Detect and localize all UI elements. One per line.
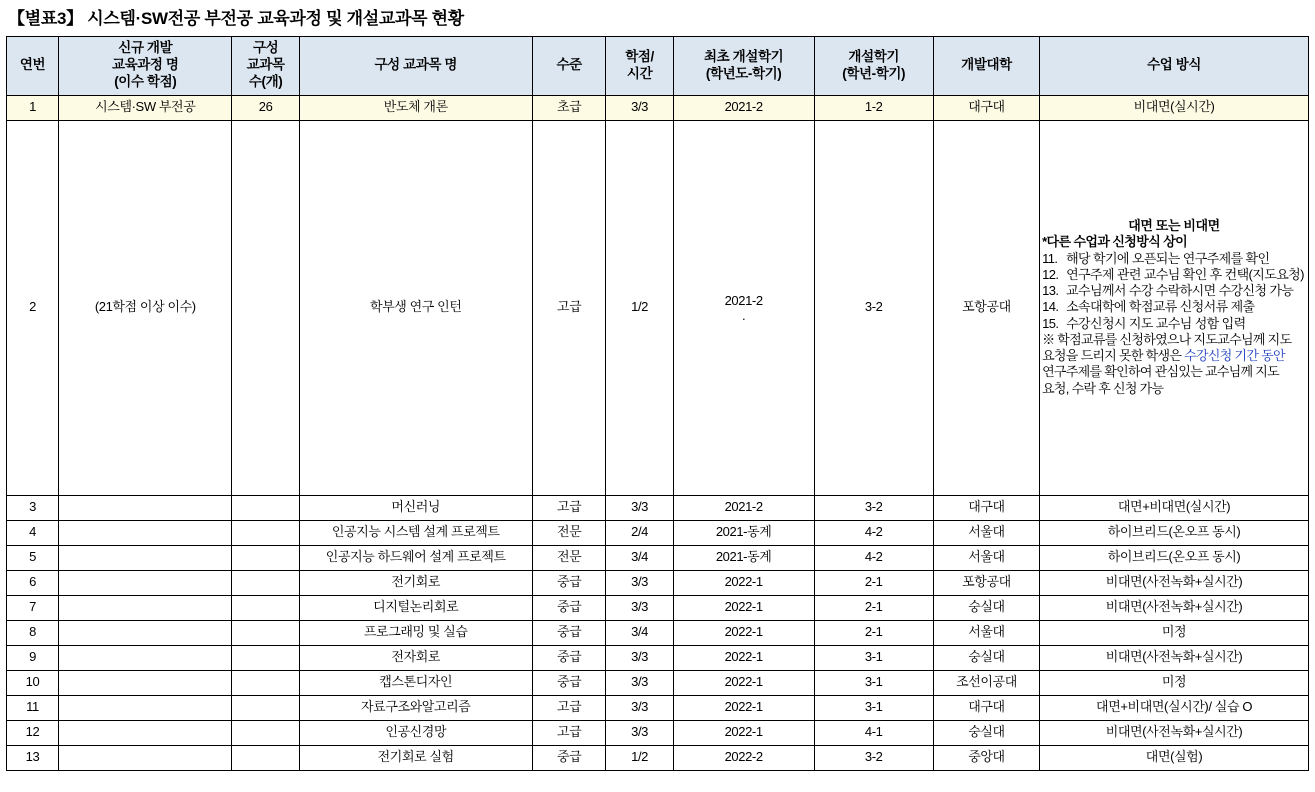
step-number: 11.	[1042, 250, 1058, 266]
table-row	[7, 695, 1309, 720]
column-header-first-semester	[673, 36, 814, 95]
cell-subject: 인공신경망	[299, 720, 532, 745]
step-text: 연구주제 관련 교수님 확인 후 컨택(지도요청)	[1066, 266, 1304, 282]
cell-course-count-empty	[232, 670, 299, 695]
cell-program-empty	[59, 620, 232, 645]
cell-university: 서울대	[933, 545, 1039, 570]
cell-subject: 인공지능 시스템 설계 프로젝트	[299, 520, 532, 545]
cell-credit: 3/3	[606, 695, 673, 720]
cell-program-empty	[59, 745, 232, 770]
cell-course-count-empty	[232, 545, 299, 570]
cell-university: 숭실대	[933, 645, 1039, 670]
list-item	[1042, 267, 1306, 283]
cell-program-credit-note: (21학점 이상 이수)	[59, 120, 232, 495]
cell-program-empty	[59, 595, 232, 620]
cell-program-empty	[59, 570, 232, 595]
cell-first-semester: 2022-1	[673, 570, 814, 595]
cell-method: 대면(실험)	[1040, 745, 1309, 770]
cell-subject: 전기회로	[299, 570, 532, 595]
cell-first-semester: 2022-1	[673, 645, 814, 670]
table-row	[7, 95, 1309, 120]
cell-credit: 3/4	[606, 545, 673, 570]
cell-subject: 전기회로 실험	[299, 745, 532, 770]
cell-subject: 학부생 연구 인턴	[299, 120, 532, 495]
cell-credit: 3/3	[606, 645, 673, 670]
list-item	[1042, 251, 1306, 267]
cell-subject: 디지털논리회로	[299, 595, 532, 620]
page-title: 【별표3】 시스템·SW전공 부전공 교육과정 및 개설교과목 현황	[8, 9, 464, 28]
cell-method: 대면+비대면(실시간)/ 실습 O	[1040, 695, 1309, 720]
dot-mark: .	[742, 308, 746, 324]
cell-credit: 3/3	[606, 595, 673, 620]
cell-no: 1	[7, 95, 59, 120]
cell-course-count-empty	[232, 745, 299, 770]
cell-level: 고급	[532, 120, 606, 495]
cell-level: 중급	[532, 645, 606, 670]
column-header-open-line2: (학년-학기)	[842, 65, 906, 81]
cell-level: 고급	[532, 495, 606, 520]
cell-subject: 자료구조와알고리즘	[299, 695, 532, 720]
cell-university: 대구대	[933, 695, 1039, 720]
cell-subject: 머신러닝	[299, 495, 532, 520]
column-header-count-line3: 수(개)	[248, 73, 283, 89]
cell-program-empty	[59, 520, 232, 545]
cell-program-empty	[59, 720, 232, 745]
cell-method: 하이브리드(온오프 동시)	[1040, 520, 1309, 545]
cell-program-empty	[59, 545, 232, 570]
cell-subject: 프로그래밍 및 실습	[299, 620, 532, 645]
cell-method: 미정	[1040, 620, 1309, 645]
column-header-count-line2: 교과목	[246, 57, 285, 73]
table-row	[7, 545, 1309, 570]
cell-level: 중급	[532, 670, 606, 695]
cell-program-empty	[59, 645, 232, 670]
method-footer-prefix: ※ 학점교류를 신청하였으나 지도교수님께 지도 요청을 드리지 못한 학생은	[1042, 331, 1292, 364]
cell-open-semester: 1-2	[814, 95, 933, 120]
cell-course-count-empty	[232, 120, 299, 495]
cell-open-semester: 3-2	[814, 495, 933, 520]
cell-open-semester: 4-1	[814, 720, 933, 745]
method-title: 대면 또는 비대면	[1128, 218, 1220, 234]
cell-first-semester: 2022-1	[673, 695, 814, 720]
cell-first-semester: 2021-2	[673, 495, 814, 520]
cell-program-name: 시스템·SW 부전공	[59, 95, 232, 120]
cell-first-semester: 2022-2	[673, 745, 814, 770]
cell-university: 포항공대	[933, 570, 1039, 595]
method-note: *다른 수업과 신청방식 상이	[1042, 234, 1188, 250]
cell-first-semester: 2021-동계	[673, 545, 814, 570]
cell-method: 비대면(사전녹화+실시간)	[1040, 645, 1309, 670]
table-row	[7, 645, 1309, 670]
step-text: 해당 학기에 오픈되는 연구주제를 확인	[1066, 250, 1270, 266]
cell-course-count-empty	[232, 595, 299, 620]
cell-open-semester: 3-1	[814, 670, 933, 695]
method-footer	[1042, 332, 1306, 397]
column-header-open-semester	[814, 36, 933, 95]
table-row	[7, 120, 1309, 495]
column-header-first-line1: 최초 개설학기	[704, 48, 784, 64]
cell-credit: 1/2	[606, 745, 673, 770]
column-header-open-line1: 개설학기	[848, 48, 899, 64]
column-header-first-line2: (학년도-학기)	[705, 65, 782, 81]
table-header	[7, 36, 1309, 95]
cell-subject: 반도체 개론	[299, 95, 532, 120]
column-header-program-line2: 교육과정 명	[111, 57, 179, 73]
column-header-credit	[606, 36, 673, 95]
column-header-program-line3: (이수 학점)	[114, 73, 177, 89]
cell-first-semester-value: 2021-2	[724, 292, 763, 308]
cell-course-count-empty	[232, 520, 299, 545]
cell-open-semester: 3-1	[814, 695, 933, 720]
cell-level: 고급	[532, 720, 606, 745]
cell-university: 조선이공대	[933, 670, 1039, 695]
column-header-method: 수업 방식	[1040, 36, 1309, 95]
cell-no: 5	[7, 545, 59, 570]
table-row	[7, 745, 1309, 770]
cell-credit: 3/4	[606, 620, 673, 645]
column-header-program-line1: 신규 개발	[118, 40, 173, 56]
cell-university: 중앙대	[933, 745, 1039, 770]
cell-level: 중급	[532, 570, 606, 595]
step-text: 소속대학에 학점교류 신청서류 제출	[1066, 299, 1255, 315]
column-header-credit-line2: 시간	[626, 65, 653, 81]
cell-method: 비대면(사전녹화+실시간)	[1040, 570, 1309, 595]
cell-level: 초급	[532, 95, 606, 120]
cell-first-semester: 2021-동계	[673, 520, 814, 545]
cell-no: 9	[7, 645, 59, 670]
cell-program-empty	[59, 670, 232, 695]
cell-method: 하이브리드(온오프 동시)	[1040, 545, 1309, 570]
column-header-count-line1: 구성	[252, 40, 279, 56]
method-footer-suffix: 연구주제를 확인하여 관심있는 교수님께 지도 요청, 수락 후 신청 가능	[1042, 364, 1280, 396]
cell-level: 중급	[532, 745, 606, 770]
cell-method-detailed	[1040, 120, 1309, 495]
cell-program-empty	[59, 495, 232, 520]
cell-no: 12	[7, 720, 59, 745]
column-header-program	[59, 36, 232, 95]
cell-no: 4	[7, 520, 59, 545]
method-step-list	[1042, 251, 1306, 332]
cell-university: 포항공대	[933, 120, 1039, 495]
cell-university: 숭실대	[933, 595, 1039, 620]
column-header-subject: 구성 교과목 명	[299, 36, 532, 95]
cell-course-count-empty	[232, 720, 299, 745]
table-row	[7, 495, 1309, 520]
list-item	[1042, 316, 1306, 332]
step-number: 12.	[1042, 266, 1059, 282]
table-row	[7, 670, 1309, 695]
cell-open-semester: 2-1	[814, 620, 933, 645]
cell-first-semester: 2021-2	[673, 95, 814, 120]
cell-open-semester: 4-2	[814, 520, 933, 545]
list-item	[1042, 299, 1306, 315]
column-header-level: 수준	[532, 36, 606, 95]
cell-university: 서울대	[933, 620, 1039, 645]
table-row	[7, 620, 1309, 645]
cell-level: 중급	[532, 620, 606, 645]
cell-method: 비대면(실시간)	[1040, 95, 1309, 120]
cell-no: 6	[7, 570, 59, 595]
cell-no: 2	[7, 120, 59, 495]
cell-credit: 3/3	[606, 720, 673, 745]
cell-open-semester: 2-1	[814, 570, 933, 595]
cell-course-count-empty	[232, 495, 299, 520]
cell-no: 7	[7, 595, 59, 620]
table-row	[7, 595, 1309, 620]
step-number: 15.	[1042, 315, 1059, 331]
cell-course-count-empty	[232, 645, 299, 670]
cell-credit: 3/3	[606, 570, 673, 595]
column-header-course-count	[232, 36, 299, 95]
step-text: 교수님께서 수강 수락하시면 수강신청 가능	[1066, 283, 1294, 299]
cell-level: 고급	[532, 695, 606, 720]
cell-program-empty	[59, 695, 232, 720]
table-body	[7, 95, 1309, 770]
cell-first-semester	[673, 120, 814, 495]
cell-course-count: 26	[232, 95, 299, 120]
step-number: 13.	[1042, 283, 1059, 299]
cell-open-semester: 4-2	[814, 545, 933, 570]
cell-first-semester: 2022-1	[673, 620, 814, 645]
cell-subject: 캡스톤디자인	[299, 670, 532, 695]
column-header-no: 연번	[7, 36, 59, 95]
cell-university: 대구대	[933, 495, 1039, 520]
cell-credit: 2/4	[606, 520, 673, 545]
table-header-row	[7, 36, 1309, 95]
cell-method: 미정	[1040, 670, 1309, 695]
cell-no: 13	[7, 745, 59, 770]
cell-level: 전문	[532, 520, 606, 545]
cell-credit: 3/3	[606, 495, 673, 520]
method-footer-highlight: 수강신청 기간 동안	[1184, 348, 1285, 364]
cell-course-count-empty	[232, 570, 299, 595]
column-header-credit-line1: 학점/	[625, 48, 654, 64]
cell-open-semester: 3-1	[814, 645, 933, 670]
cell-open-semester: 3-2	[814, 745, 933, 770]
cell-course-count-empty	[232, 695, 299, 720]
column-header-university: 개발대학	[933, 36, 1039, 95]
cell-course-count-empty	[232, 620, 299, 645]
cell-credit: 3/3	[606, 95, 673, 120]
step-text: 수강신청시 지도 교수님 성함 입력	[1066, 315, 1246, 331]
cell-credit: 1/2	[606, 120, 673, 495]
cell-level: 전문	[532, 545, 606, 570]
step-number: 14.	[1042, 299, 1059, 315]
cell-credit: 3/3	[606, 670, 673, 695]
cell-level: 중급	[532, 595, 606, 620]
cell-method: 비대면(사전녹화+실시간)	[1040, 595, 1309, 620]
cell-subject: 전자회로	[299, 645, 532, 670]
cell-no: 8	[7, 620, 59, 645]
cell-open-semester: 3-2	[814, 120, 933, 495]
list-item	[1042, 283, 1306, 299]
cell-no: 10	[7, 670, 59, 695]
cell-no: 11	[7, 695, 59, 720]
cell-first-semester: 2022-1	[673, 720, 814, 745]
cell-university: 숭실대	[933, 720, 1039, 745]
curriculum-table	[6, 36, 1309, 771]
cell-subject: 인공지능 하드웨어 설계 프로젝트	[299, 545, 532, 570]
cell-first-semester: 2022-1	[673, 595, 814, 620]
cell-method: 비대면(사전녹화+실시간)	[1040, 720, 1309, 745]
cell-university: 대구대	[933, 95, 1039, 120]
cell-no: 3	[7, 495, 59, 520]
table-row	[7, 570, 1309, 595]
cell-university: 서울대	[933, 520, 1039, 545]
cell-method: 대면+비대면(실시간)	[1040, 495, 1309, 520]
table-row	[7, 520, 1309, 545]
cell-open-semester: 2-1	[814, 595, 933, 620]
cell-first-semester: 2022-1	[673, 670, 814, 695]
table-row	[7, 720, 1309, 745]
